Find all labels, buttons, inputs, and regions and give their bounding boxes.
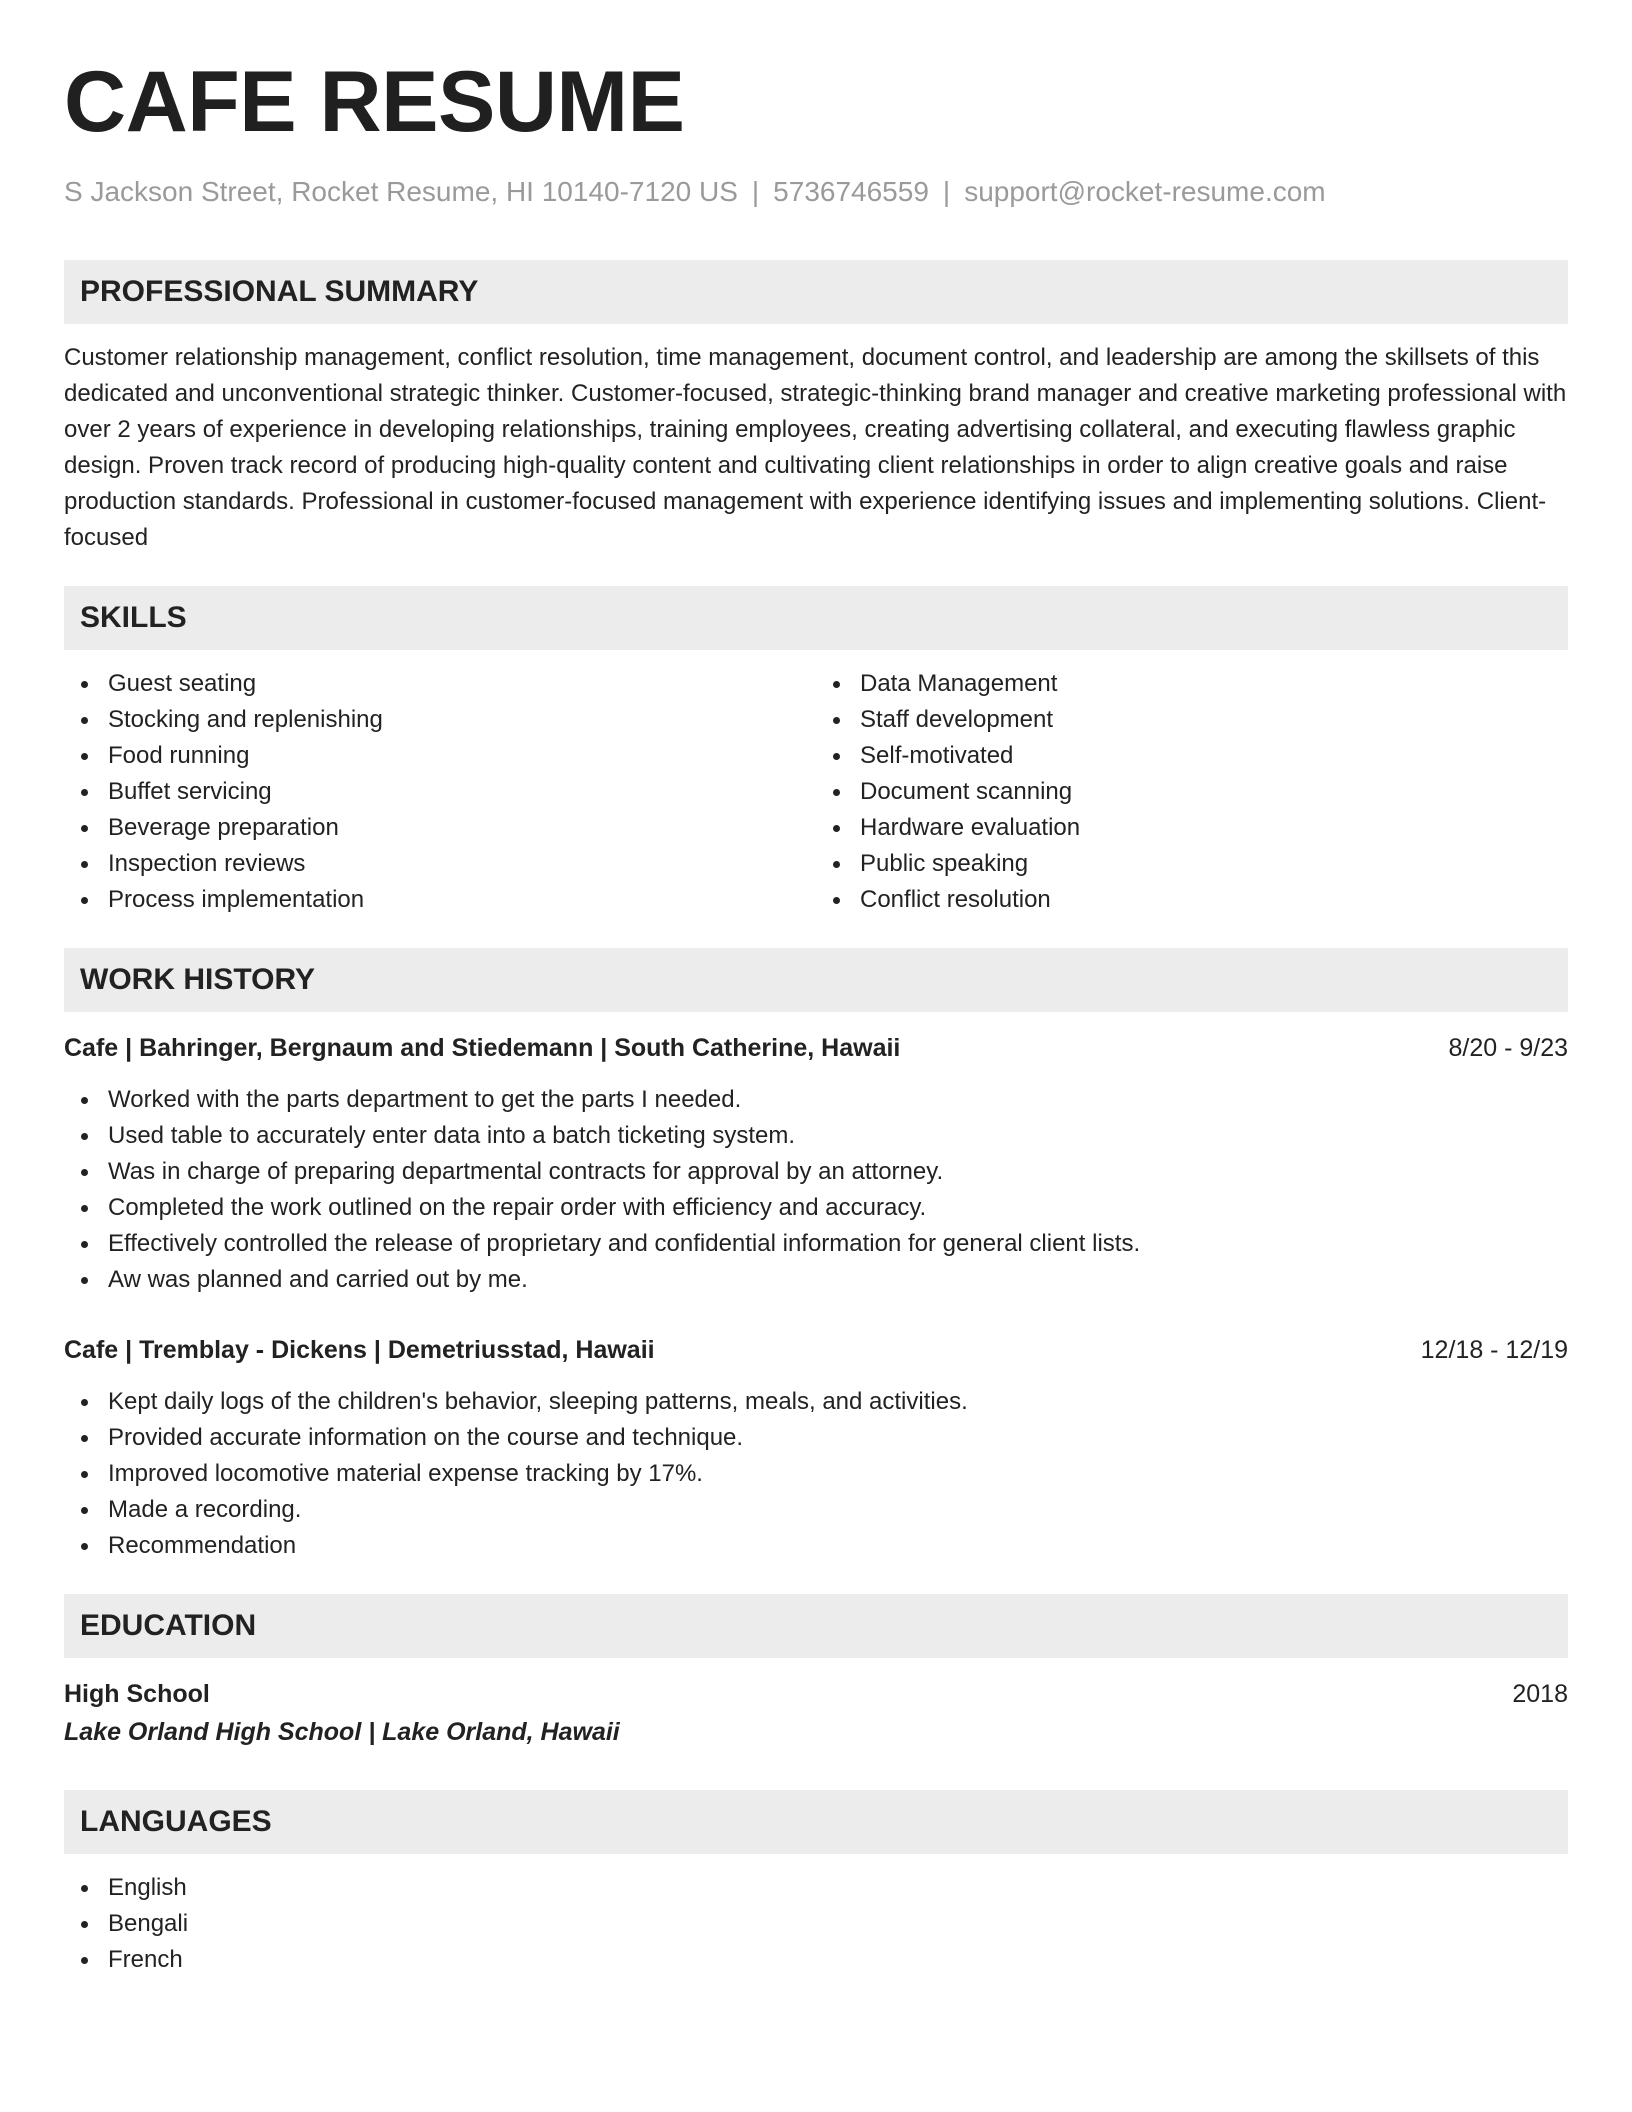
languages-header: LANGUAGES (64, 1790, 1568, 1854)
job-dates: 8/20 - 9/23 (1448, 1034, 1568, 1062)
summary-section (64, 260, 1568, 556)
job-bullet: Worked with the parts department to get the parts I needed. (64, 1082, 1568, 1118)
education-year: 2018 (1512, 1680, 1568, 1708)
skills-header: SKILLS (64, 586, 1568, 650)
summary-header: PROFESSIONAL SUMMARY (64, 260, 1568, 324)
skill-item: Staff development (816, 702, 1568, 738)
job-bullet: Effectively controlled the release of proprietary and confidential information for general client lists. (64, 1226, 1568, 1262)
skill-item: Document scanning (816, 774, 1568, 810)
skill-item: Conflict resolution (816, 882, 1568, 918)
skill-item: Stocking and replenishing (64, 702, 816, 738)
skill-item: Public speaking (816, 846, 1568, 882)
languages-list (64, 1870, 1568, 1978)
summary-text: Customer relationship management, conflict resolution, time management, document control, and leadership are among the skillsets of this dedicated and unconventional strategic thinker. Customer-focused, strategic-thinking brand manager and creative marketing professional with over 2 years of experience in developing relationships, training employees, creating advertising collateral, and executing flawless graphic design. Proven track record of producing high-quality content and cultivating client relationships in order to align creative goals and raise production standards. Professional in customer-focused management with experience identifying issues and implementing solutions. Client-focused (64, 344, 1567, 551)
work-history-section (64, 948, 1568, 1564)
contact-line (64, 174, 1568, 210)
skill-item: Data Management (816, 666, 1568, 702)
skills-right-column (816, 666, 1568, 918)
job-title: Cafe | Tremblay - Dickens | Demetriusstad, Hawaii (64, 1336, 655, 1364)
language-item: French (64, 1942, 1568, 1978)
language-item: Bengali (64, 1906, 1568, 1942)
job-heading (64, 1332, 1568, 1368)
job-bullet: Aw was planned and carried out by me. (64, 1262, 1568, 1298)
job-title: Cafe | Bahringer, Bergnaum and Stiedemann | South Catherine, Hawaii (64, 1034, 901, 1062)
education-degree: High School (64, 1680, 210, 1708)
job-heading (64, 1030, 1568, 1066)
skills-section (64, 586, 1568, 918)
job-bullet: Made a recording. (64, 1492, 1568, 1528)
job-bullet: Used table to accurately enter data into a batch ticketing system. (64, 1118, 1568, 1154)
language-item: English (64, 1870, 1568, 1906)
job-bullet: Provided accurate information on the course and technique. (64, 1420, 1568, 1456)
skill-item: Food running (64, 738, 816, 774)
skill-item: Inspection reviews (64, 846, 816, 882)
job-bullet: Recommendation (64, 1528, 1568, 1564)
job-bullet: Improved locomotive material expense tracking by 17%. (64, 1456, 1568, 1492)
education-section (64, 1594, 1568, 1750)
email: support@rocket-resume.com (964, 176, 1326, 207)
skill-item: Buffet servicing (64, 774, 816, 810)
work-history-header: WORK HISTORY (64, 948, 1568, 1012)
contact-separator: | (942, 176, 951, 207)
skills-grid (64, 666, 1568, 918)
education-header: EDUCATION (64, 1594, 1568, 1658)
job-entry (64, 1332, 1568, 1564)
skill-item: Self-motivated (816, 738, 1568, 774)
skill-item: Process implementation (64, 882, 816, 918)
skill-item: Beverage preparation (64, 810, 816, 846)
address: S Jackson Street, Rocket Resume, HI 10140-7120 US (64, 176, 738, 207)
resume-title: CAFE RESUME (64, 54, 685, 150)
education-entry (64, 1676, 1568, 1750)
phone: 5736746559 (773, 176, 929, 207)
job-bullets (64, 1384, 1568, 1564)
skills-left-column (64, 666, 816, 918)
job-entry (64, 1030, 1568, 1298)
job-bullets (64, 1082, 1568, 1298)
skill-item: Guest seating (64, 666, 816, 702)
education-heading (64, 1676, 1568, 1712)
skill-item: Hardware evaluation (816, 810, 1568, 846)
languages-section (64, 1790, 1568, 1978)
job-bullet: Was in charge of preparing departmental contracts for approval by an attorney. (64, 1154, 1568, 1190)
job-bullet: Kept daily logs of the children's behavior, sleeping patterns, meals, and activities. (64, 1384, 1568, 1420)
job-bullet: Completed the work outlined on the repair order with efficiency and accuracy. (64, 1190, 1568, 1226)
contact-separator: | (751, 176, 760, 207)
job-dates: 12/18 - 12/19 (1420, 1336, 1568, 1364)
education-school: Lake Orland High School | Lake Orland, Hawaii (64, 1718, 620, 1746)
